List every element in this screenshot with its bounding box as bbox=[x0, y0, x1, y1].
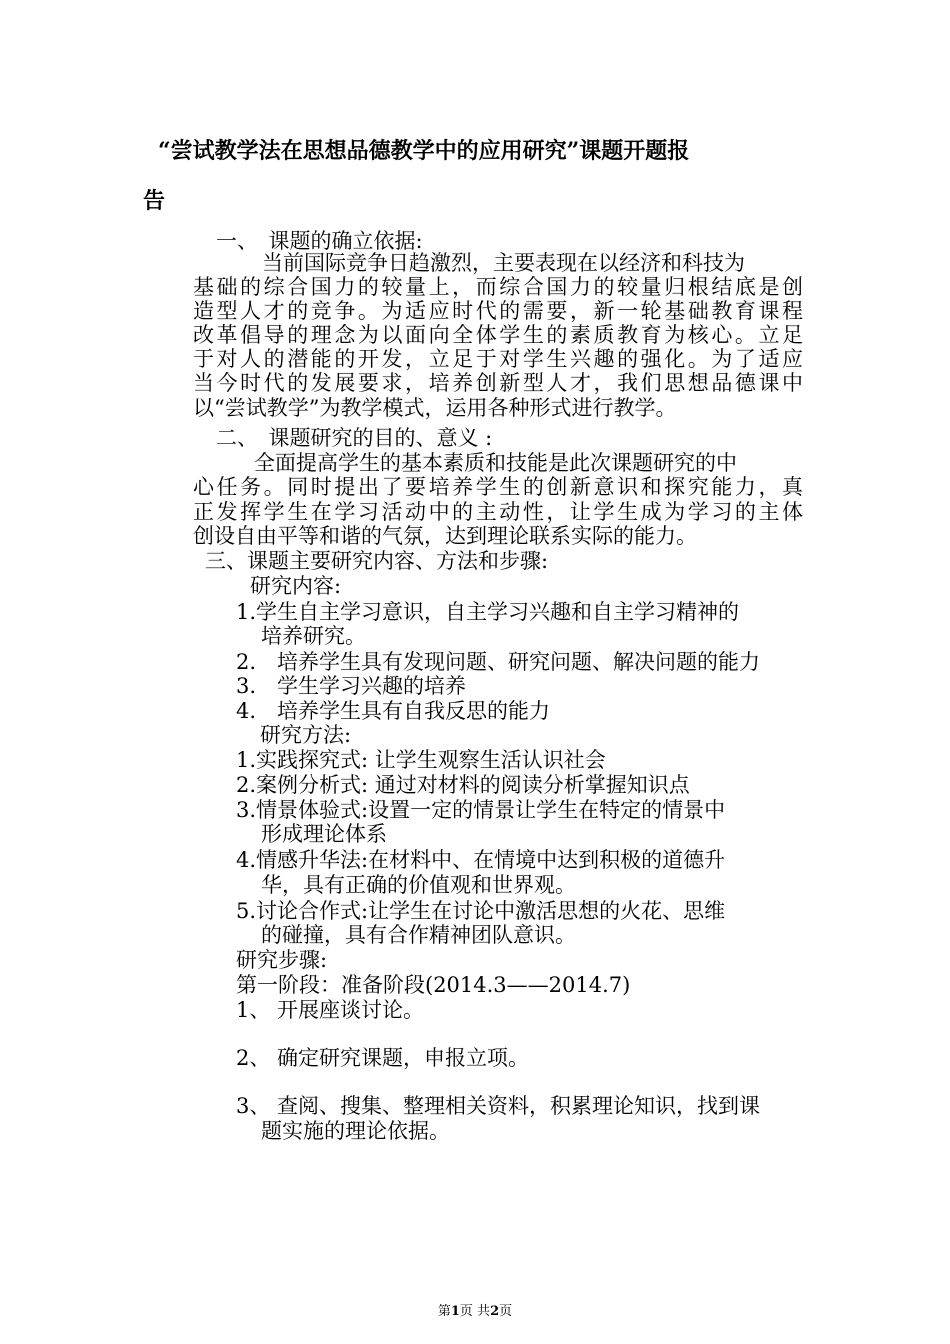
footer-suffix: 页 bbox=[499, 1304, 513, 1319]
section-2-heading: 二、 课题研究的目的、意义 : bbox=[216, 426, 493, 450]
method-item: 形成理论体系 bbox=[261, 822, 387, 846]
method-item: 的碰撞，具有合作精神团队意识。 bbox=[261, 923, 576, 947]
section-1-heading: 一、 课题的确立依据: bbox=[216, 229, 423, 253]
section-1-line: 当今时代的发展要求，培养创新型人才，我们思想品德课中 bbox=[193, 371, 803, 395]
footer-prefix: 第 bbox=[437, 1304, 451, 1319]
content-item: 1.学生自主学习意识，自主学习兴趣和自主学习精神的 bbox=[236, 600, 740, 624]
section-1-line: 以“尝试教学”为教学模式，运用各种形式进行教学。 bbox=[193, 396, 677, 420]
method-item: 5.讨论合作式:让学生在讨论中激活思想的火花、思维 bbox=[236, 899, 726, 923]
method-item: 2.案例分析式: 通过对材料的阅读分析掌握知识点 bbox=[236, 773, 690, 797]
section-2-line: 正发挥学生在学习活动中的主动性，让学生成为学习的主体 bbox=[193, 500, 803, 524]
content-item: 4. 培养学生具有自我反思的能力 bbox=[236, 699, 551, 723]
method-item: 4.情感升华法:在材料中、在情境中达到积极的道德升 bbox=[236, 848, 726, 872]
section-2-line: 全面提高学生的基本素质和技能是此次课题研究的中 bbox=[254, 451, 737, 475]
section-2-line: 心任务。同时提出了要培养学生的创新意识和探究能力，真 bbox=[193, 475, 803, 499]
footer-page-number: 1 bbox=[450, 1304, 460, 1319]
section-3-heading: 三、课题主要研究内容、方法和步骤: bbox=[205, 549, 549, 573]
footer-total-pages: 2 bbox=[490, 1304, 500, 1319]
document-title-line-2: 告 bbox=[143, 188, 166, 214]
step-item: 3、 查阅、搜集、整理相关资料，积累理论知识，找到课 bbox=[236, 1094, 761, 1118]
content-item: 3. 学生学习兴趣的培养 bbox=[236, 674, 467, 698]
section-1-line: 改革倡导的理念为以面向全体学生的素质教育为核心。立足 bbox=[193, 323, 803, 347]
section-1-line: 造型人才的竞争。为适应时代的需要，新一轮基础教育课程 bbox=[193, 299, 803, 323]
document-title-line-1: “尝试教学法在思想品德教学中的应用研究”课题开题报 bbox=[158, 138, 690, 164]
page-footer bbox=[0, 1303, 950, 1321]
research-content-label: 研究内容: bbox=[250, 574, 342, 598]
research-step-label: 研究步骤: bbox=[236, 948, 328, 972]
footer-middle: 页 共 bbox=[459, 1304, 491, 1319]
content-item: 培养研究。 bbox=[261, 624, 366, 648]
step-item: 2、 确定研究课题，申报立项。 bbox=[236, 1046, 530, 1070]
step-item: 1、 开展座谈讨论。 bbox=[236, 998, 425, 1022]
section-1-line: 当前国际竞争日趋激烈，主要表现在以经济和科技为 bbox=[262, 251, 745, 275]
research-method-label: 研究方法: bbox=[260, 723, 352, 747]
method-item: 3.情景体验式:设置一定的情景让学生在特定的情景中 bbox=[236, 798, 726, 822]
step-item: 题实施的理论依据。 bbox=[261, 1119, 450, 1143]
method-item: 华，具有正确的价值观和世界观。 bbox=[261, 873, 576, 897]
content-item: 2. 培养学生具有发现问题、研究问题、解决问题的能力 bbox=[236, 650, 761, 674]
section-2-line: 创设自由平等和谐的气氛，达到理论联系实际的能力。 bbox=[193, 524, 697, 548]
section-1-line: 于对人的潜能的开发，立足于对学生兴趣的强化。为了适应 bbox=[193, 347, 803, 371]
section-1-line: 基础的综合国力的较量上，而综合国力的较量归根结底是创 bbox=[193, 275, 803, 299]
method-item: 1.实践探究式: 让学生观察生活认识社会 bbox=[236, 748, 606, 772]
stage-1-heading: 第一阶段：准备阶段(2014.3——2014.7) bbox=[236, 973, 631, 997]
